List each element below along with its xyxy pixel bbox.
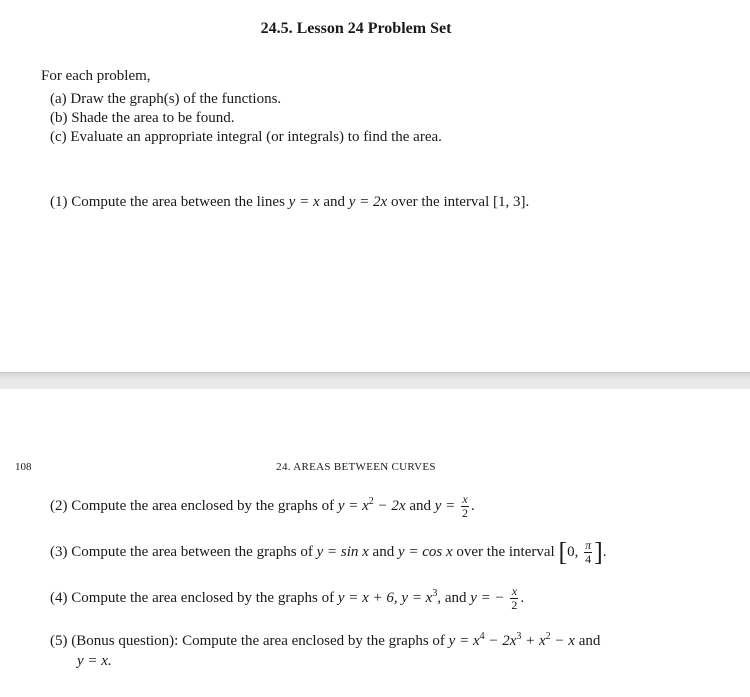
problem-2-eq1-exponent: 2 bbox=[368, 495, 374, 507]
problem-3-fraction bbox=[584, 539, 592, 566]
problem-2-frac-num: x bbox=[462, 492, 468, 506]
problem-4-eq2: y = x bbox=[401, 589, 433, 606]
problem-4-eq2-exponent: 3 bbox=[432, 587, 438, 599]
problem-4-frac-num: x bbox=[511, 584, 518, 598]
page-separator bbox=[0, 372, 750, 390]
problem-4-frac-den: 2 bbox=[511, 598, 518, 612]
problem-3-text-a: Compute the area between the graphs of bbox=[71, 543, 313, 560]
problem-3-label: (3) bbox=[50, 543, 68, 560]
problem-5-text-a: (Bonus question): Compute the area enclosed by the graphs of bbox=[71, 633, 445, 649]
problem-5-eq1-b: − 2x bbox=[484, 633, 517, 649]
problem-5-and: and bbox=[578, 633, 601, 649]
problem-3-end: . bbox=[602, 543, 607, 560]
problem-2-frac-den: 2 bbox=[462, 506, 469, 520]
problem-4-text-a: Compute the area enclosed by the graphs of bbox=[71, 589, 335, 606]
problem-4-and: and bbox=[444, 589, 467, 606]
problem-1-interval: [1, 3]. bbox=[493, 194, 530, 210]
problem-3-int-start: 0, bbox=[567, 543, 579, 560]
page-number: 108 bbox=[15, 461, 32, 473]
problem-5-exp4: 4 bbox=[479, 631, 485, 642]
problem-3 bbox=[50, 539, 607, 566]
instruction-step-a: (a) Draw the graph(s) of the functions. bbox=[50, 91, 282, 107]
problem-5-label: (5) bbox=[50, 633, 68, 649]
problem-2-eq1: y = x bbox=[337, 497, 369, 514]
problem-3-and: and bbox=[372, 543, 395, 560]
problem-4-label: (4) bbox=[50, 589, 68, 606]
left-bracket: [ bbox=[558, 537, 568, 567]
problem-5-eq1-d: − x bbox=[550, 633, 575, 649]
problem-1-text-b: over the interval bbox=[390, 194, 490, 210]
problem-1-eq2: y = 2x bbox=[348, 194, 388, 210]
problem-4-eq1: y = x + 6, bbox=[337, 589, 398, 606]
problem-5-eq1-a: y = x bbox=[448, 633, 480, 649]
problem-3-text-b: over the interval bbox=[456, 543, 555, 560]
problem-2-label: (2) bbox=[50, 497, 68, 514]
problem-2-eq2: y = bbox=[434, 497, 456, 514]
problem-5-exp3: 3 bbox=[516, 631, 522, 642]
problem-1 bbox=[50, 194, 529, 211]
page-bottom bbox=[0, 389, 750, 697]
problem-4-eq3: y = − bbox=[470, 589, 505, 606]
problem-3-frac-den: 4 bbox=[585, 552, 592, 566]
instruction-step-c: (c) Evaluate an appropriate integral (or integrals) to find the area. bbox=[50, 129, 442, 145]
problem-4 bbox=[50, 585, 524, 612]
problem-5 bbox=[50, 633, 600, 650]
problem-2 bbox=[50, 493, 475, 520]
problem-2-text-a: Compute the area enclosed by the graphs of bbox=[71, 497, 335, 514]
problem-2-eq1-tail: − 2x bbox=[373, 497, 406, 514]
problem-2-end: . bbox=[471, 497, 475, 514]
problem-3-eq1: y = sin x bbox=[316, 543, 369, 560]
problem-1-text-a: Compute the area between the lines bbox=[71, 194, 285, 210]
problem-5-eq1-c: + x bbox=[521, 633, 546, 649]
problem-4-comma: , bbox=[437, 589, 442, 606]
instructions-intro: For each problem, bbox=[41, 68, 151, 84]
problem-4-fraction bbox=[510, 585, 518, 612]
problem-1-and: and bbox=[323, 194, 346, 210]
problem-3-frac-num: π bbox=[585, 538, 592, 552]
problem-4-end: . bbox=[520, 589, 525, 606]
problem-1-label: (1) bbox=[50, 194, 68, 210]
section-title: 24.5. Lesson 24 Problem Set bbox=[260, 20, 452, 37]
instruction-step-b: (b) Shade the area to be found. bbox=[50, 110, 235, 126]
right-bracket: ] bbox=[594, 537, 603, 567]
problem-3-eq2: y = cos x bbox=[397, 543, 453, 560]
problem-5-line2: y = x. bbox=[77, 653, 112, 669]
problem-5-exp2: 2 bbox=[545, 631, 551, 642]
problem-2-fraction bbox=[461, 493, 469, 520]
running-head: 24. AREAS BETWEEN CURVES bbox=[276, 461, 436, 473]
problem-2-and: and bbox=[409, 497, 431, 514]
problem-1-eq1: y = x bbox=[288, 194, 320, 210]
